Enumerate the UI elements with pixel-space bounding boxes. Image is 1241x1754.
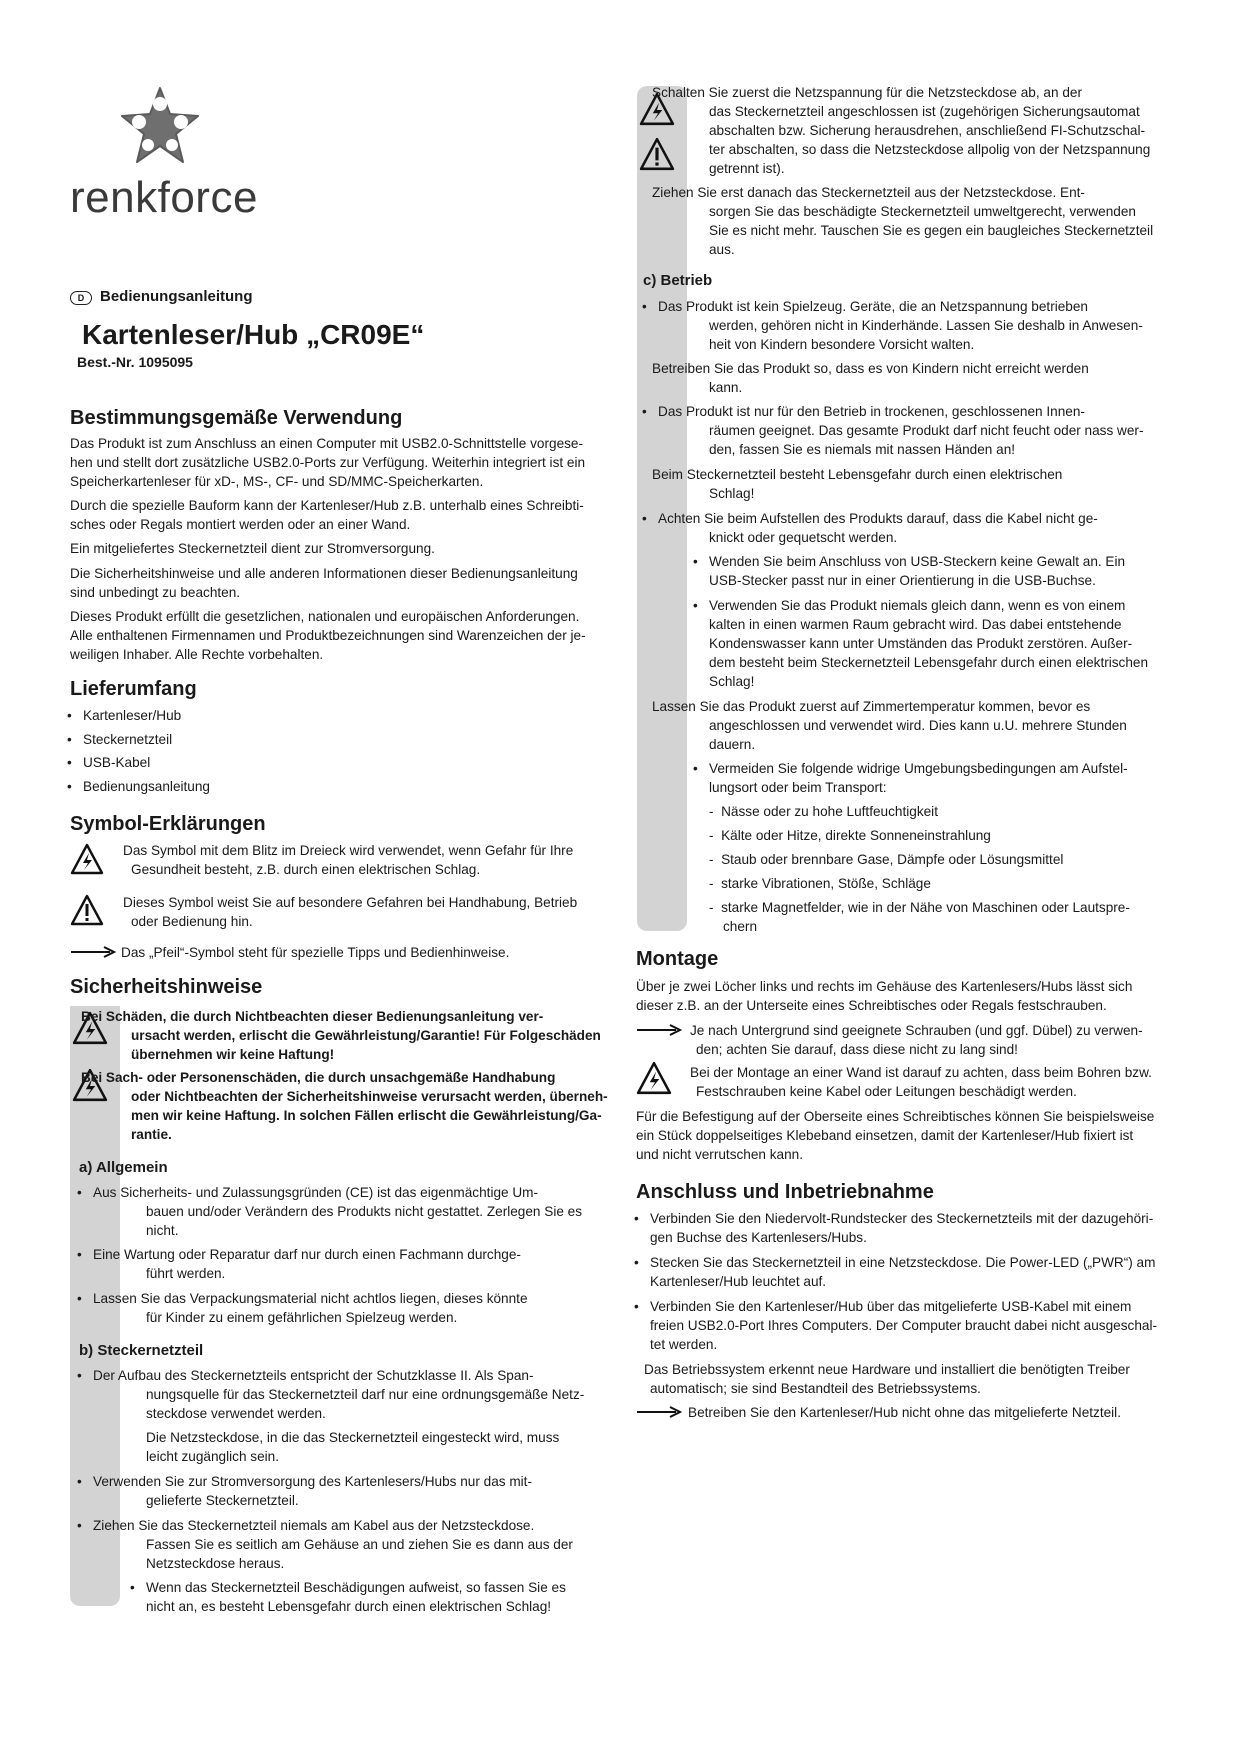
mounting-warning: Festschrauben keine Kabel oder Leitungen beschädigt werden. xyxy=(696,1084,1077,1099)
lightning-warning-icon xyxy=(70,843,104,875)
liability-warning-text: Bei Sach- oder Personenschäden, die durch unsachgemäße Handhabung xyxy=(81,1070,556,1085)
symbol-lightning-text: Das Symbol mit dem Blitz im Dreieck wird verwendet, wenn Gefahr für Ihre xyxy=(123,843,574,858)
symbol-lightning-text: Gesundheit besteht, z.B. durch einen elektrischen Schlag. xyxy=(131,862,481,877)
symbols-heading: Symbol-Erklärungen xyxy=(70,813,266,835)
order-number: Best.-Nr. 1095095 xyxy=(77,354,193,370)
list-item: • Bedienungsanleitung xyxy=(83,777,210,796)
brand-name: renkforce xyxy=(70,173,258,222)
arrow-right-icon xyxy=(636,1406,682,1418)
list-item: - Staub oder brennbare Gase, Dämpfe oder Lösungsmittel xyxy=(709,852,1064,867)
lightning-warning-icon xyxy=(636,1061,672,1095)
list-item: - Kälte oder Hitze, direkte Sonneneinstrahlung xyxy=(709,828,991,843)
mounting-tip: Je nach Untergrund sind geeignete Schrauben (und ggf. Dübel) zu verwen- xyxy=(690,1023,1143,1038)
manual-label: Bedienungsanleitung xyxy=(100,288,253,305)
page-title: Kartenleser/Hub „CR09E“ xyxy=(82,319,425,350)
mounting-warning: Bei der Montage an einer Wand ist darauf zu achten, dass beim Bohren bzw. xyxy=(690,1065,1152,1080)
warranty-warning-text: übernehmen wir keine Haftung! xyxy=(131,1047,335,1062)
warranty-warning-text: Bei Schäden, die durch Nichtbeachten dieser Bedienungsanleitung ver- xyxy=(81,1009,544,1024)
intended-use-heading: Bestimmungsgemäße Verwendung xyxy=(70,407,403,429)
symbol-exclamation-text: Dieses Symbol weist Sie auf besondere Gefahren bei Handhabung, Betrieb xyxy=(123,895,578,910)
brand-logo xyxy=(70,82,270,222)
list-item: • Steckernetzteil xyxy=(83,730,172,749)
mounting-tip: den; achten Sie darauf, dass diese nicht zu lang sind! xyxy=(696,1042,1018,1057)
exclamation-warning-icon xyxy=(70,894,104,926)
language-badge: D xyxy=(70,291,92,305)
liability-warning-text: oder Nichtbeachten der Sicherheitshinweise verursacht werden, überneh- xyxy=(131,1089,608,1104)
list-item: - Nässe oder zu hohe Luftfeuchtigkeit xyxy=(709,804,938,819)
arrow-right-icon xyxy=(70,946,116,958)
delivery-heading: Lieferumfang xyxy=(70,678,197,700)
liability-warning-text: rantie. xyxy=(131,1127,172,1142)
arrow-right-icon xyxy=(636,1024,682,1036)
connection-tip: Betreiben Sie den Kartenleser/Hub nicht ohne das mitgelieferte Netzteil. xyxy=(688,1405,1121,1420)
exclamation-warning-icon xyxy=(639,137,675,171)
general-subheading: a) Allgemein xyxy=(79,1159,168,1176)
symbol-exclamation-text: oder Bedienung hin. xyxy=(131,914,253,929)
connection-heading: Anschluss und Inbetriebnahme xyxy=(636,1181,934,1203)
psu-subheading: b) Steckernetzteil xyxy=(79,1342,204,1359)
list-item: - starke Magnetfelder, wie in der Nähe von Maschinen oder Lautspre- xyxy=(709,900,1130,915)
list-item: • Kartenleser/Hub xyxy=(83,706,181,725)
symbol-arrow-text: Das „Pfeil“-Symbol steht für spezielle Tipps und Bedienhinweise. xyxy=(121,945,510,960)
list-item: - starke Vibrationen, Stöße, Schläge xyxy=(709,876,931,891)
warranty-warning-text: ursacht werden, erlischt die Gewährleistung/Garantie! Für Folgeschäden xyxy=(131,1028,601,1043)
logo-star-icon xyxy=(115,82,205,172)
list-item: • USB-Kabel xyxy=(83,753,150,772)
safety-heading: Sicherheitshinweise xyxy=(70,976,263,998)
liability-warning-text: men wir keine Haftung. In solchen Fällen erlischt die Gewährleistung/Ga- xyxy=(131,1108,602,1123)
mounting-heading: Montage xyxy=(636,948,719,970)
operation-subheading: c) Betrieb xyxy=(643,272,713,289)
